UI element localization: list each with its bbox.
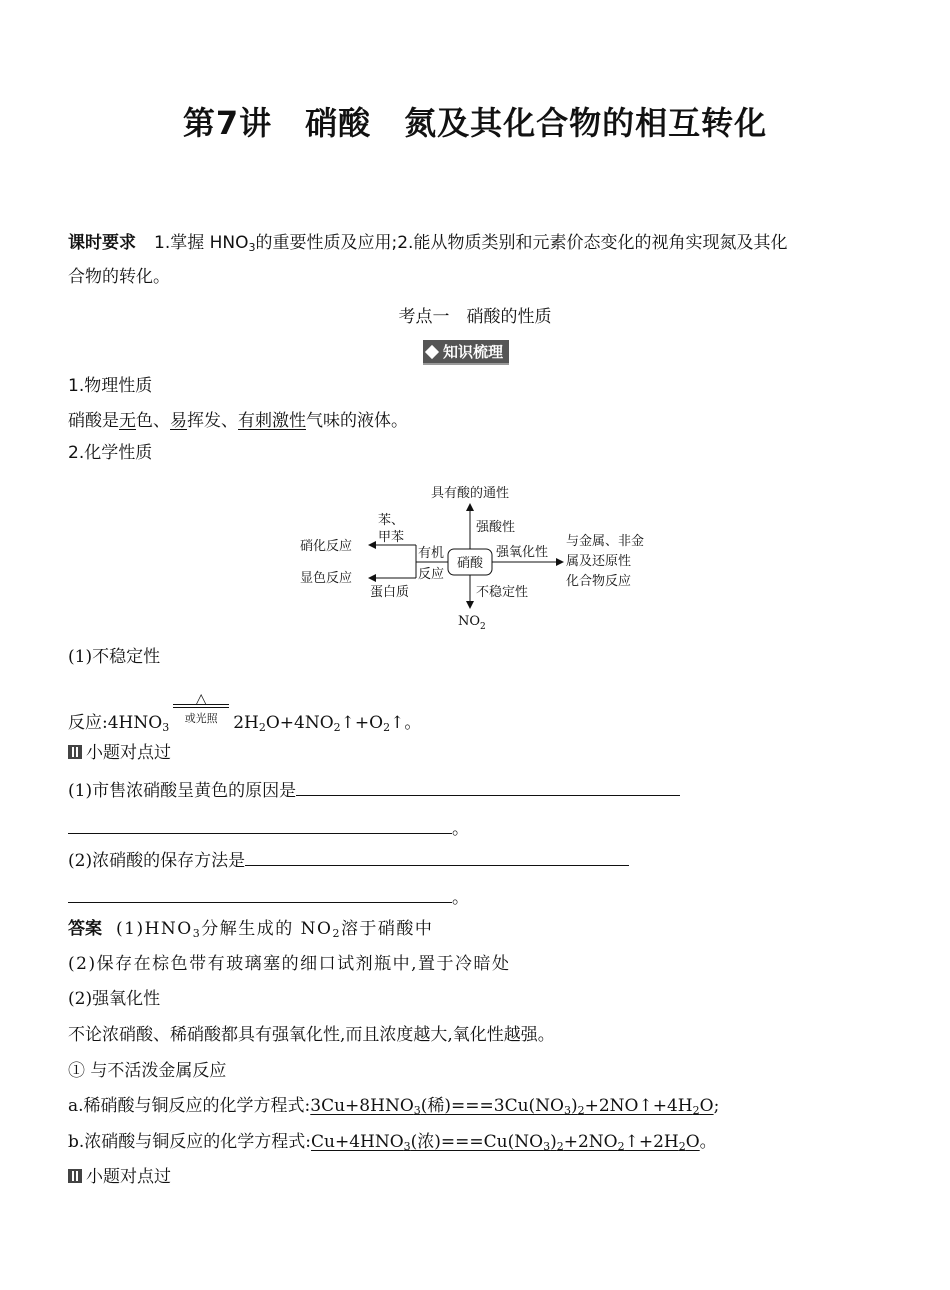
answer-line-1: 答案 $(1)HNO_3$分解生成的 $NO_2$溶于硝酸中 — [68, 919, 434, 940]
right-target-2: 属及还原性 — [566, 554, 632, 569]
question-1-continued: 。 — [68, 817, 469, 840]
instability-heading: (1)不稳定性 — [68, 647, 161, 667]
top-target: 具有酸的通性 — [430, 486, 510, 501]
oxidizing-heading: (2)强氧化性 — [68, 989, 161, 1009]
bottom-target: $NO_2$ — [458, 614, 486, 632]
practice-icon — [68, 1169, 82, 1183]
answer-blank[interactable] — [296, 779, 680, 796]
chemical-heading: 2.化学性质 — [68, 443, 153, 463]
practice-heading-2: 小题对点过 — [68, 1166, 171, 1188]
answer-blank[interactable] — [245, 849, 629, 866]
left-upper-target: 硝化反应 — [300, 539, 353, 554]
answer-label: 答案 — [68, 919, 102, 939]
organic-label-1: 有机 — [418, 546, 445, 561]
question-1: (1)市售浓硝酸呈黄色的原因是 — [68, 779, 680, 802]
nitric-acid-property-diagram — [290, 475, 670, 635]
equation-a: a.稀硝酸与铜反应的化学方程式$:3Cu+8HNO_3$(稀)$===3Cu(NO_3)_2+2NO↑+4H_2O$; — [68, 1096, 720, 1117]
diamond-icon — [425, 344, 439, 358]
requirements-line-1: 课时要求 1.掌握 $HNO_3$的重要性质及应用;2.能从物质类别和元素价态变化的视角实现氮及其化 — [68, 233, 788, 254]
top-edge-label: 强酸性 — [476, 520, 516, 535]
right-target-1: 与金属、非金 — [566, 534, 645, 549]
practice-heading-1: 小题对点过 — [68, 742, 171, 764]
oxidizing-subheading: ① 与不活泼金属反应 — [68, 1061, 227, 1081]
center-label: 硝酸 — [456, 556, 484, 571]
practice-icon — [68, 745, 82, 759]
section-heading: 考点一 硝酸的性质 — [398, 307, 552, 327]
question-2-continued: 。 — [68, 886, 469, 909]
answer-blank[interactable] — [68, 817, 452, 834]
reaction-condition: △ 或光照 — [173, 706, 229, 728]
right-edge-label: 强氧化性 — [496, 545, 549, 560]
requirements-line-2: 合物的转化。 — [68, 267, 170, 287]
bottom-edge-label: 不稳定性 — [476, 585, 529, 600]
left-upper-reagent-2: 甲苯 — [378, 530, 405, 545]
left-lower-reagent: 蛋白质 — [370, 585, 410, 600]
equation-b: b.浓硝酸与铜反应的化学方程式$:Cu+4HNO_3$(浓)$===Cu(NO_3)_2+2NO_2↑+2H_2O$。 — [68, 1132, 717, 1153]
answer-line-2: (2)保存在棕色带有玻璃塞的细口试剂瓶中,置于冷暗处 — [68, 954, 511, 974]
physical-heading: 1.物理性质 — [68, 376, 153, 396]
question-2: (2)浓硝酸的保存方法是 — [68, 849, 629, 872]
left-upper-reagent-1: 苯、 — [378, 513, 405, 528]
page-title: 第7讲 硝酸 氮及其化合物的相互转化 — [182, 104, 768, 142]
organic-label-2: 反应 — [418, 567, 445, 582]
physical-text: 硝酸是无色、易挥发、有刺激性气味的液体。 — [68, 411, 408, 431]
answer-blank[interactable] — [68, 886, 452, 903]
left-lower-target: 显色反应 — [300, 571, 353, 586]
instability-reaction: 反应$:4HNO_3$ △ 或光照 $2H_2O+4NO_2↑+O_2↑$。 — [68, 691, 422, 734]
oxidizing-text: 不论浓硝酸、稀硝酸都具有强氧化性,而且浓度越大,氧化性越强。 — [68, 1025, 555, 1045]
requirements-label: 课时要求 — [68, 233, 136, 253]
right-target-3: 化合物反应 — [566, 574, 632, 589]
knowledge-badge: 知识梳理 — [423, 340, 509, 365]
